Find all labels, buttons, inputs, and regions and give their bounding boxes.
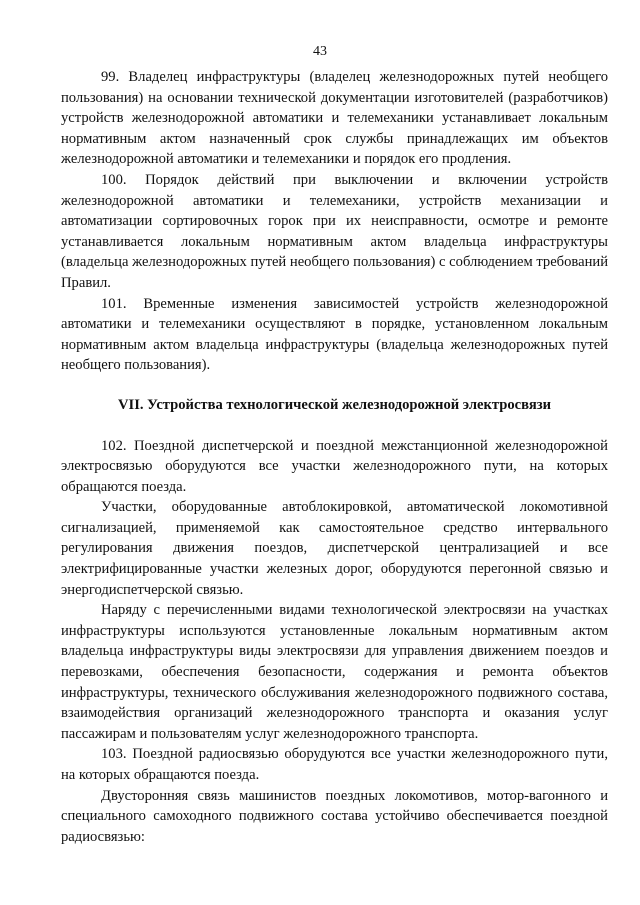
paragraph-102-sections: Участки, оборудованные автоблокировкой, автоматической локомотивной сигнализацией, применяемой как самостоятельное средство интервального регулирования движения поездов, диспетчерской централизацией и все электрифицированные участки железных дорог, оборудуются перегонной связью и энергодиспетчерской связью. bbox=[61, 499, 608, 598]
paragraph-103-two-way: Двусторонняя связь машинистов поездных локомотивов, мотор-вагонного и специального самоходного подвижного состава устойчиво обеспечивается поездной радиосвязью: bbox=[61, 787, 608, 845]
paragraph-102-other-types: Наряду с перечисленными видами технологической электросвязи на участках инфраструктуры используются установленные локальным нормативным актом владельца инфраструктуры виды электросвязи для управления движением поездов и перевозками, обеспечения безопасности, содержания и ремонта объектов инфраструктуры, технического обслуживания железнодорожного подвижного состава, взаимодействия организаций железнодорожного транспорта и оказания услуг пассажирам и пользователям услуг железнодорожного транспорта. bbox=[61, 602, 608, 742]
paragraph-99: 99. Владелец инфраструктуры (владелец железнодорожных путей необщего пользования) на основании технической документации изготовителей (разработчиков) устройств железнодорожной автоматики и телемеханики устанавливает локальным нормативным актом назначенный срок службы принадлежащих им объектов железнодорожной автоматики и телемеханики и порядок его продления. bbox=[61, 69, 608, 168]
paragraph-103: 103. Поездной радиосвязью оборудуются все участки железнодорожного пути, на которых обращаются поезда. bbox=[61, 746, 608, 783]
paragraph-101: 101. Временные изменения зависимостей устройств железнодорожной автоматики и телемеханики осуществляют в порядке, установленном локальным нормативным актом владельца инфраструктуры (владельца железнодорожных путей необщего пользования). bbox=[61, 295, 608, 374]
paragraph-100: 100. Порядок действий при выключении и включении устройств железнодорожной автоматики и телемеханики, устройств механизации и автоматизации сортировочных горок при их неисправности, осмотре и ремонте устанавливается локальным нормативным актом владельца инфраструктуры (владельца железнодорожных путей необщего пользования) с соблюдением требований Правил. bbox=[61, 171, 608, 291]
page-number: 43 bbox=[313, 44, 327, 59]
paragraph-102: 102. Поездной диспетчерской и поездной межстанционной железнодорожной электросвязью оборудуются все участки железнодорожного пути, на которых обращаются поезда. bbox=[61, 437, 608, 495]
section-heading: VII. Устройства технологической железнодорожной электросвязи bbox=[117, 396, 552, 413]
page-content bbox=[61, 67, 608, 847]
